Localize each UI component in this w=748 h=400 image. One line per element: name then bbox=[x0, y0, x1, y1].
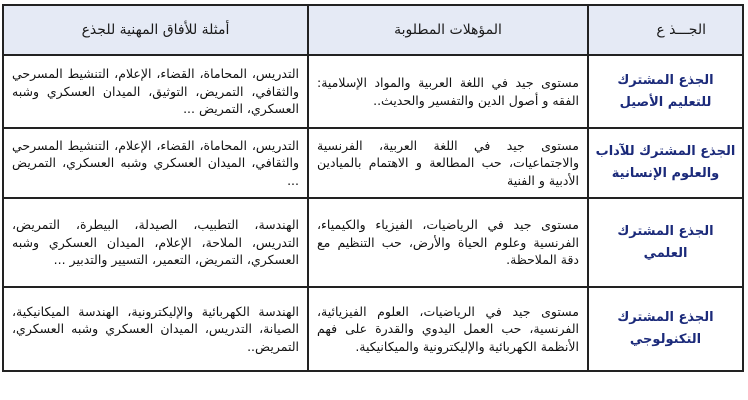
horizons-cell: التدريس، المحاماة، القضاء، الإعلام، التنشيط المسرحي والثقافي، الميدان العسكري وشبه العسكري، التمريض ... bbox=[3, 128, 308, 198]
branch-name: الجذع المشترك للتعليم الأصيل bbox=[588, 55, 743, 128]
qualifications-cell: مستوى جيد في اللغة العربية، الفرنسية والاجتماعيات، حب المطالعة و الاهتمام بالميادين الأدبية و الفنية bbox=[308, 128, 588, 198]
header-horizons: أمثلة للأفاق المهنية للجذع bbox=[3, 5, 308, 55]
qualifications-cell: مستوى جيد في اللغة العربية والمواد الإسلامية: الفقه و أصول الدين والتفسير والحديث.. bbox=[308, 55, 588, 128]
horizons-cell: الهندسة الكهربائية والإليكترونية، الهندسة الميكانيكية، الصيانة، التدريس، الميدان العسكري وشبه العسكري، التمريض.. bbox=[3, 287, 308, 371]
branch-name: الجذع المشترك العلمي bbox=[588, 198, 743, 287]
document-wrapper bbox=[2, 4, 742, 370]
table-header-row bbox=[3, 5, 743, 55]
branches-table bbox=[2, 4, 744, 372]
table-row bbox=[3, 55, 743, 128]
header-branch: الجـــذ ع bbox=[588, 5, 743, 55]
horizons-cell: الهندسة، التطبيب، الصيدلة، البيطرة، التمريض، التدريس، الملاحة، الإعلام، الميدان العسكري وشبه العسكري، التمريض، التعمير، التسيير والتدبير ... bbox=[3, 198, 308, 287]
horizons-cell: التدريس، المحاماة، القضاء، الإعلام، التنشيط المسرحي والثقافي، التمريض، التوثيق، الميدان العسكري وشبه العسكري، التمريض ... bbox=[3, 55, 308, 128]
qualifications-cell: مستوى جيد في الرياضيات، الفيزياء والكيمياء، الفرنسية وعلوم الحياة والأرض، حب التنظيم مع دقة الملاحظة. bbox=[308, 198, 588, 287]
qualifications-cell: مستوى جيد في الرياضيات، العلوم الفيزيائية، الفرنسية، حب العمل اليدوي والقدرة على فهم الأنظمة الكهربائية والإليكترونية والميكانيكية. bbox=[308, 287, 588, 371]
table-row bbox=[3, 287, 743, 371]
branch-name: الجذع المشترك للآداب والعلوم الإنسانية bbox=[588, 128, 743, 198]
branch-name: الجذع المشترك التكنولوجي bbox=[588, 287, 743, 371]
header-qualifications: المؤهلات المطلوبة bbox=[308, 5, 588, 55]
table-row bbox=[3, 198, 743, 287]
table-row bbox=[3, 128, 743, 198]
